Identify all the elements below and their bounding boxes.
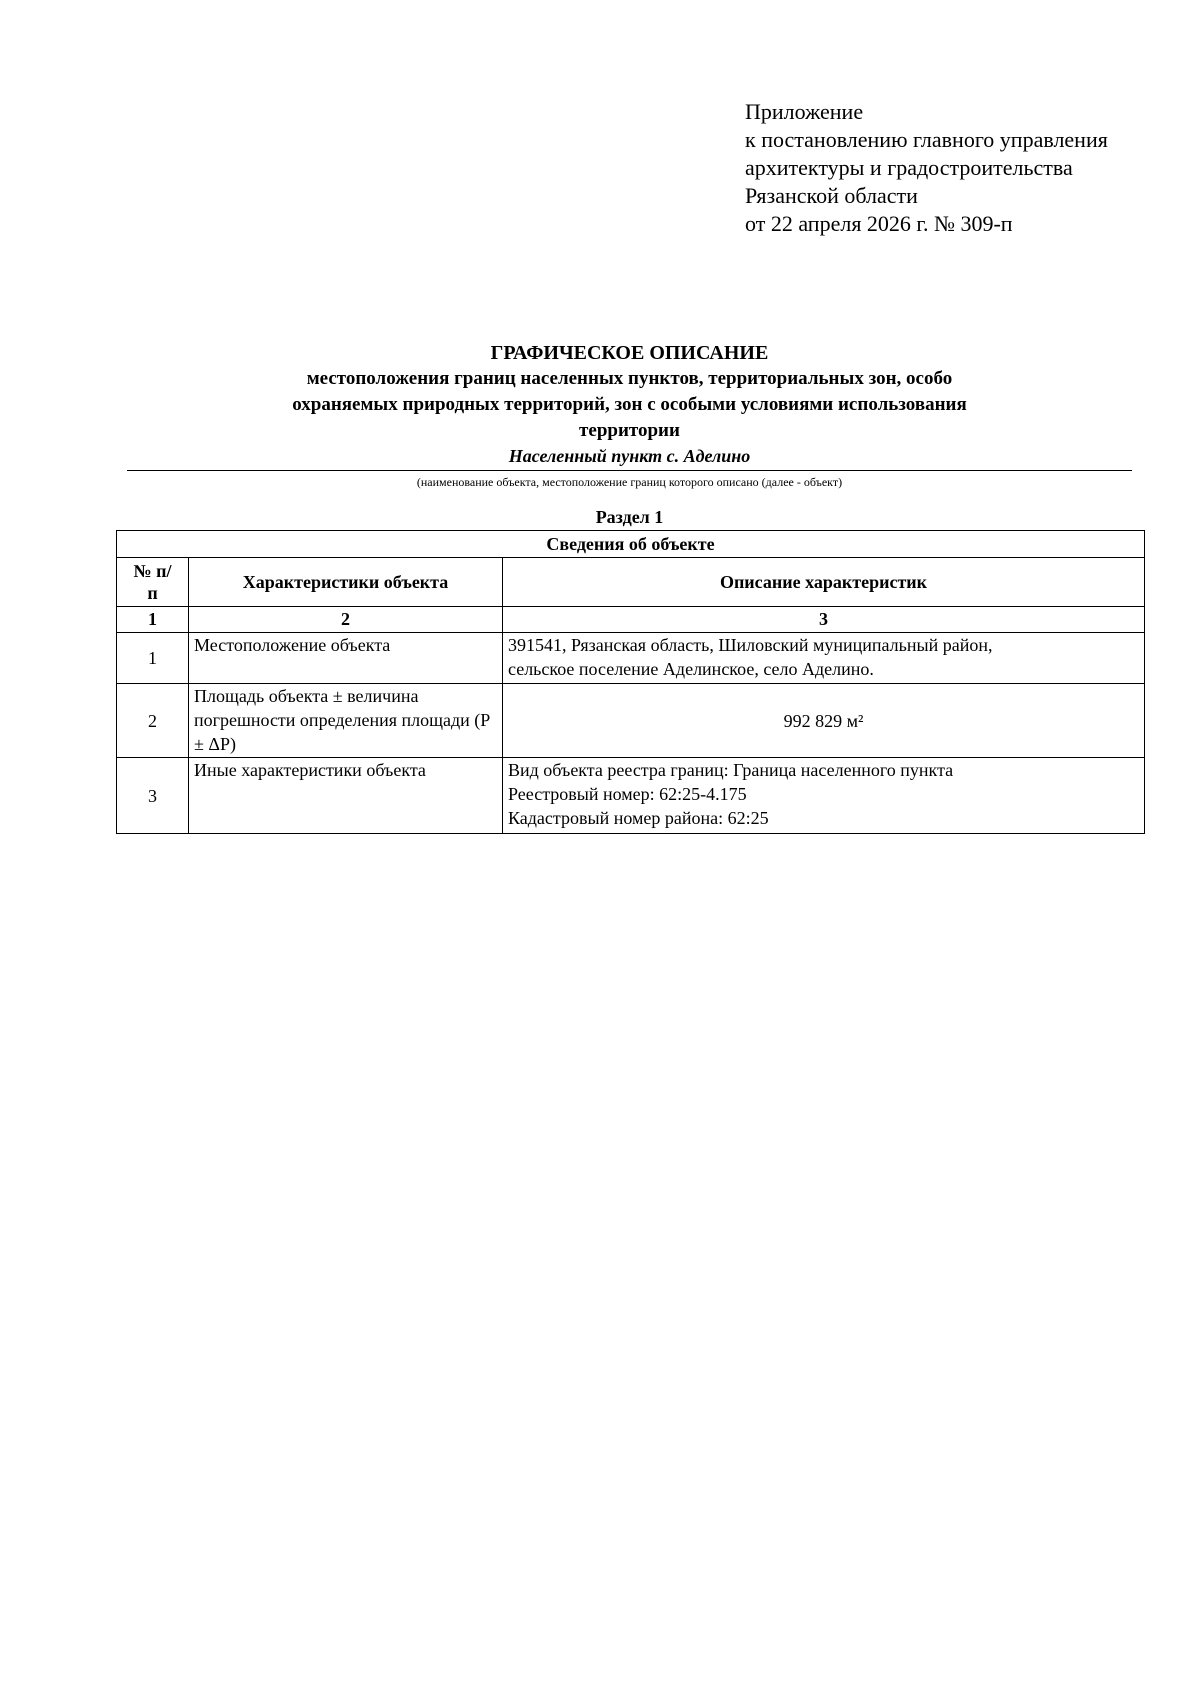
table-row — [117, 758, 1145, 834]
description-line: Реестровый номер: 62:25-4.175 — [508, 784, 747, 804]
appendix-line: архитектуры и градостроительства — [745, 155, 1073, 180]
header-description: Описание характеристик — [503, 558, 1145, 607]
row-number: 3 — [117, 758, 189, 834]
header-characteristics: Характеристики объекта — [189, 558, 503, 607]
document-title: ГРАФИЧЕСКОЕ ОПИСАНИЕ — [490, 342, 769, 364]
row-characteristic: Иные характеристики объекта — [189, 758, 503, 834]
table-caption: Сведения об объекте — [117, 531, 1145, 558]
object-name: Населенный пункт с. Аделино — [508, 446, 751, 466]
appendix-line: Приложение — [745, 99, 864, 124]
row-description — [503, 758, 1145, 834]
table-row — [117, 684, 1145, 758]
description-line: 391541, Рязанская область, Шиловский муниципальный район, — [508, 635, 993, 655]
row-characteristic: Площадь объекта ± величина погрешности определения площади (P ± ΔP) — [189, 684, 503, 758]
row-number: 1 — [117, 633, 189, 684]
appendix-line: к постановлению главного управления — [745, 127, 1108, 152]
appendix-line: Рязанской области — [745, 183, 918, 208]
column-number: 3 — [503, 607, 1145, 633]
table-header-row — [117, 558, 1145, 607]
header-num: № п/п — [117, 558, 189, 607]
table-caption-row — [117, 531, 1145, 558]
column-number: 1 — [117, 607, 189, 633]
object-name-caption: (наименование объекта, местоположение границ которого описано (далее - объект) — [416, 475, 843, 489]
section-title: Раздел 1 — [595, 507, 664, 527]
document-subtitle: местоположения границ населенных пунктов, территориальных зон, особо охраняемых природных территорий, зон с особыми условиями использования территории — [292, 368, 967, 441]
column-number: 2 — [189, 607, 503, 633]
row-number: 2 — [117, 684, 189, 758]
row-description — [503, 633, 1145, 684]
underline-rule — [127, 470, 1132, 471]
column-number-row — [117, 607, 1145, 633]
row-characteristic: Местоположение объекта — [189, 633, 503, 684]
object-info-table — [116, 530, 1145, 834]
appendix-line: от 22 апреля 2026 г. № 309-п — [745, 211, 1013, 236]
table-row — [117, 633, 1145, 684]
description-line: сельское поселение Аделинское, село Аделино. — [508, 659, 874, 679]
description-line: Кадастровый номер района: 62:25 — [508, 808, 769, 828]
description-line: 992 829 м² — [783, 710, 864, 731]
appendix-header — [745, 98, 1108, 238]
description-line: Вид объекта реестра границ: Граница населенного пункта — [508, 760, 954, 780]
row-description — [503, 684, 1145, 758]
title-block — [127, 340, 1132, 528]
